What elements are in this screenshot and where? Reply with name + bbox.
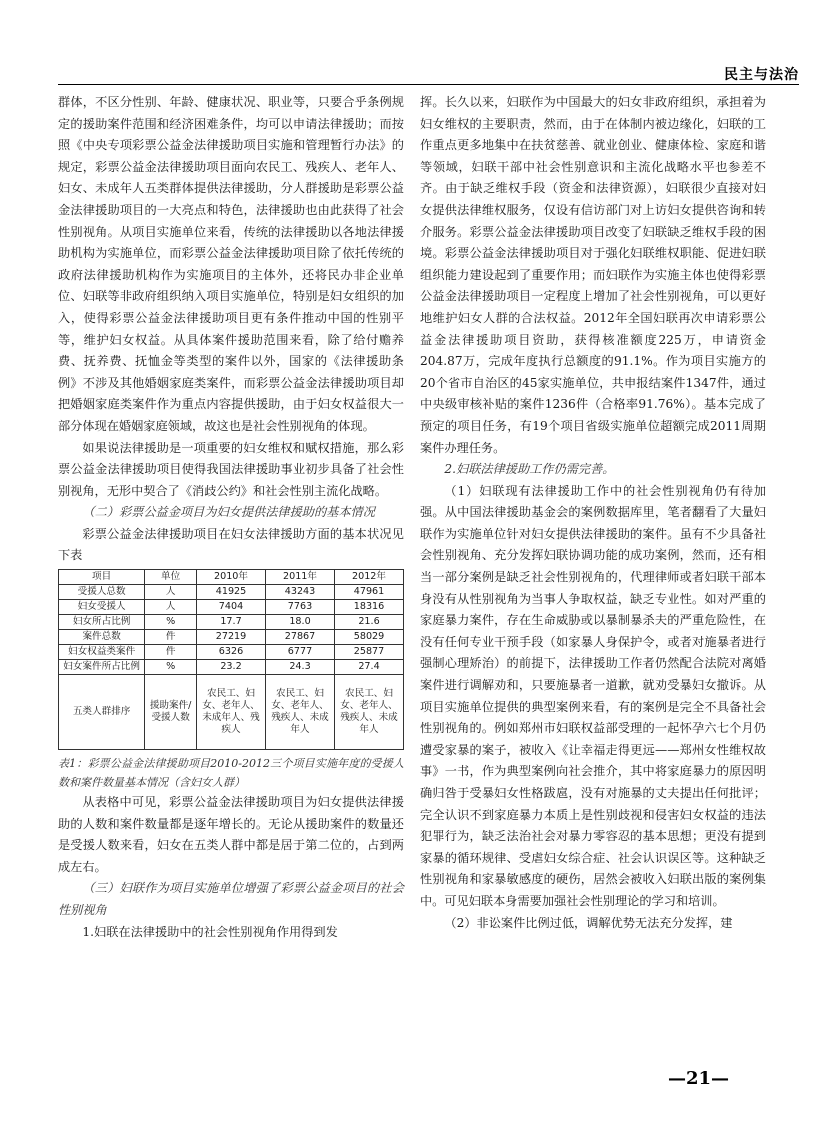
table-header: 2012年 — [335, 570, 404, 585]
table-cell: 7404 — [197, 600, 266, 615]
table-cell: % — [145, 615, 197, 630]
right-paragraph-1: 挥。长久以来，妇联作为中国最大的妇女非政府组织，承担着为妇女维权的主要职责，然而，由于在体制内被边缘化，妇联的工作重点更多地集中在扶贫慈善、就业创业、健康体检、家庭和谐等领域，妇联干部中社会性别意识和主流化战略水平也参差不齐。由于缺乏维权手段（资金和法律资源），妇联很少直接对妇女提供法律维权服务，仅设有信访部门对上访妇女提供咨询和转介服务。彩票公益金法律援助项目改变了妇联缺乏维权手段的困境。彩票公益金法律援助项目对于强化妇联维权职能、促进妇联组织能力建设起到了重要作用；而妇联作为实施主体也使得彩票公益金法律援助项目一定程度上增加了社会性别视角，可以更好地维护妇女人群的合法权益。2012年全国妇联再次申请彩票公益金法律援助项目资助，获得核准额度225万，申请资金204.87万，完成年度执行总额度的91.1%。作为项目实施方的20个省市自治区的45家实施单位，共申报结案件1347件，通过中央级审核补贴的案件1236件（合格率91.76%）。基本完成了预定的项目任务，有19个项目省级实施单位超额完成2011周期案件办理任务。 — [420, 95, 766, 455]
table-cell: 6326 — [197, 645, 266, 660]
section-title: 民主与法治 — [724, 67, 799, 83]
table-row-ranking — [59, 675, 404, 750]
right-column — [420, 92, 766, 934]
table-row — [59, 585, 404, 600]
table-cell: 41925 — [197, 585, 266, 600]
table-cell: 18316 — [335, 600, 404, 615]
left-paragraph-2: 如果说法律援助是一项重要的妇女维权和赋权措施，那么彩票公益金法律援助项目使得我国法律援助事业初步具备了社会性别视角，无形中契合了《消歧公约》和社会性别主流化战略。 — [58, 440, 404, 498]
table-cell: 25877 — [335, 645, 404, 660]
table-row — [59, 600, 404, 615]
table-cell: 23.2 — [197, 660, 266, 675]
table-cell: 17.7 — [197, 615, 266, 630]
right-paragraph-3: （2）非讼案件比例过低，调解优势无法充分发挥，建 — [444, 915, 733, 930]
table-row — [59, 630, 404, 645]
table-cell: 妇女权益类案件 — [59, 645, 145, 660]
table-cell: 47961 — [335, 585, 404, 600]
table-cell: 18.0 — [266, 615, 335, 630]
table-cell: 27867 — [266, 630, 335, 645]
table-header: 单位 — [145, 570, 197, 585]
table-cell: 24.3 — [266, 660, 335, 675]
table-cell: 农民工、妇女、老年人、残疾人、未成年人 — [335, 675, 404, 750]
table-cell: 援助案件/受援人数 — [145, 675, 197, 750]
table-cell: 人 — [145, 585, 197, 600]
table-cell: 妇女所占比例 — [59, 615, 145, 630]
table-cell: 人 — [145, 600, 197, 615]
table-cell: 妇女案件所占比例 — [59, 660, 145, 675]
left-column — [58, 92, 404, 943]
right-paragraph-2: （1）妇联现有法律援助工作中的社会性别视角仍有待加强。从中国法律援助基金会的案例数据库里，笔者翻看了大量妇联作为实施单位针对妇女提供法律援助的案件。虽有不少具备社会性别视角、充分发挥妇联协调功能的成功案例，然而，还有相当一部分案例是缺乏社会性别视角的，代理律师或者妇联干部本身没有从性别视角为当事人争取权益，缺乏专业性。如对严重的家庭暴力案件，存在生命威胁或以暴制暴杀夫的严重危险性，在没有任何专业干预手段（如家暴人身保护令，或者对施暴者进行强制心理矫治）的前提下，法律援助工作者仍然配合法院对离婚案件进行调解劝和，只要施暴者一道歉，就劝受暴妇女撤诉。从项目实施单位提供的典型案例来看，有的案例是完全不具备社会性别视角的。例如郑州市妇联权益部受理的一起怀孕六七个月仍遭受家暴的案子，被收入《让幸福走得更远——郑州女性维权故事》一书，作为典型案例向社会推介，其中将家庭暴力的原因明确归咎于受暴妇女性格跋扈，没有对施暴的丈夫提出任何批评；完全认识不到家庭暴力本质上是性别歧视和侵害妇女权益的违法犯罪行为，缺乏法治社会对暴力零容忍的基本思想；更没有提到家暴的循环规律、受虐妇女综合症、社会认识误区等。这种缺乏性别视角和家暴敏感度的硬伤，居然会被收入妇联出版的案例集中。可见妇联本身需要加强社会性别理论的学习和培训。 — [420, 483, 766, 908]
table-cell: 6777 — [266, 645, 335, 660]
table-cell: 43243 — [266, 585, 335, 600]
subheading-2: （二）彩票公益金项目为妇女提供法律援助的基本情况 — [82, 505, 375, 520]
table-cell: 27.4 — [335, 660, 404, 675]
table-cell: 农民工、妇女、老年人、未成年人、残疾人 — [197, 675, 266, 750]
table-row — [59, 615, 404, 630]
right-subheading: 2.妇联法律援助工作仍需完善。 — [444, 462, 615, 477]
subheading-3: （三）妇联作为项目实施单位增强了彩票公益金项目的社会性别视角 — [58, 881, 404, 918]
page-number: —21— — [668, 1068, 730, 1089]
table-caption: 表1：彩票公益金法律援助项目2010-2012三个项目实施年度的受援人数和案件数量基本情况（含妇女人群） — [58, 757, 404, 790]
table-cell: 受援人总数 — [59, 585, 145, 600]
table-header: 项目 — [59, 570, 145, 585]
table-cell: 五类人群排序 — [59, 675, 145, 750]
table-cell: 21.6 — [335, 615, 404, 630]
table-cell: 农民工、妇女、老年人、残疾人、未成年人 — [266, 675, 335, 750]
table-header-row — [59, 570, 404, 585]
table-cell: % — [145, 660, 197, 675]
table-cell: 案件总数 — [59, 630, 145, 645]
table-cell: 妇女受援人 — [59, 600, 145, 615]
table-header: 2010年 — [197, 570, 266, 585]
table-row — [59, 645, 404, 660]
table-header: 2011年 — [266, 570, 335, 585]
statistics-table — [58, 569, 404, 750]
table-cell: 58029 — [335, 630, 404, 645]
table-cell: 27219 — [197, 630, 266, 645]
left-paragraph-1: 群体，不区分性别、年龄、健康状况、职业等，只要合乎条例规定的援助案件范围和经济困难条件，均可以申请法律援助；而按照《中央专项彩票公益金法律援助项目实施和管理暂行办法》的规定，彩票公益金法律援助项目面向农民工、残疾人、老年人、妇女、未成年人五类群体提供法律援助，分人群援助是彩票公益金法律援助项目的一大亮点和特色，法律援助也由此获得了社会性别视角。从项目实施单位来看，传统的法律援助以各地法律援助机构为实施单位，而彩票公益金法律援助项目除了依托传统的政府法律援助机构作为实施项目的主体外，还将民办非企业单位、妇联等非政府组织纳入项目实施单位，特别是妇女组织的加入，使得彩票公益金法律援助项目更有条件推动中国的性别平等，维护妇女权益。从具体案件援助范围来看，除了给付赡养费、抚养费、抚恤金等类型的案件以外，国家的《法律援助条例》不涉及其他婚姻家庭类案件，而彩票公益金法律援助项目却把婚姻家庭类案件作为重点内容提供援助，由于妇女权益很大一部分体现在婚姻家庭领域，故这也是社会性别视角的体现。 — [58, 95, 404, 433]
left-paragraph-4: 从表格中可见，彩票公益金法律援助项目为妇女提供法律援助的人数和案件数量都是逐年增长的。无论从援助案件的数量还是受援人数来看，妇女在五类人群中都是居于第二位的，占到两成左右。 — [58, 795, 404, 874]
table-cell: 件 — [145, 645, 197, 660]
table-intro: 彩票公益金法律援助项目在妇女法律援助方面的基本状况见下表 — [58, 526, 404, 563]
header-rule — [58, 84, 799, 85]
table-row — [59, 660, 404, 675]
table-cell: 件 — [145, 630, 197, 645]
left-paragraph-5: 1.妇联在法律援助中的社会性别视角作用得到发 — [82, 924, 338, 939]
table-cell: 7763 — [266, 600, 335, 615]
